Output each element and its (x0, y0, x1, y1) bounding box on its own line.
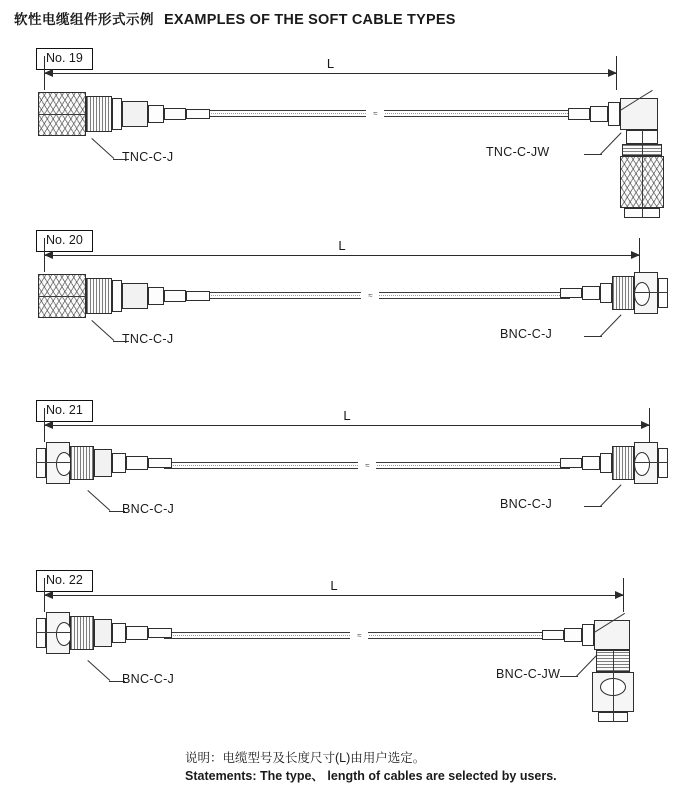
boot (164, 290, 186, 302)
dimension-label: L (324, 578, 343, 593)
elbow-body (620, 98, 658, 130)
strain-relief (600, 283, 612, 303)
example-number-badge: No. 22 (36, 570, 93, 592)
connector-label-right: BNC-C-JW (496, 667, 561, 681)
dimension-label: L (321, 56, 340, 71)
center-axis (642, 130, 643, 218)
dimension-rule (44, 255, 640, 256)
body-ribbed (612, 446, 634, 480)
strain-relief (582, 624, 594, 646)
bayonet-slot-icon (634, 282, 650, 306)
leader-diagonal (91, 320, 114, 341)
strain-relief (148, 105, 164, 123)
body-ribbed (612, 276, 634, 310)
cable (170, 292, 570, 299)
example-number-badge: No. 19 (36, 48, 93, 70)
center-axis (38, 114, 86, 115)
center-axis (36, 462, 70, 463)
connector-label-left: BNC-C-J (122, 502, 175, 516)
cable-entry (560, 288, 582, 298)
cable-entry (148, 458, 172, 468)
leader-flat (560, 676, 578, 677)
interface-ring (36, 618, 46, 648)
body-ribbed (86, 96, 112, 132)
leader-diagonal (87, 660, 110, 681)
footer-note (0, 748, 700, 788)
cable (164, 632, 554, 639)
leader-diagonal (87, 490, 110, 511)
boot (582, 286, 600, 300)
center-axis (613, 650, 614, 722)
cable-entry (148, 628, 172, 638)
cable-break-symbol: ≈ (358, 457, 376, 474)
cable-entry (186, 291, 210, 301)
example-number-badge: No. 20 (36, 230, 93, 252)
dimension-rule (44, 425, 650, 426)
leader-right (548, 484, 618, 518)
boot (564, 628, 582, 642)
interface-ring (36, 448, 46, 478)
strain-relief (112, 453, 126, 473)
body-ribbed (86, 278, 112, 314)
cable-break-symbol: ≈ (366, 105, 384, 122)
dimension-arrow-left (44, 591, 53, 599)
connector-label-left: TNC-C-J (122, 150, 174, 164)
elbow-body (594, 620, 630, 650)
strain-relief (608, 102, 620, 126)
leader-diagonal (91, 138, 114, 159)
strain-relief (148, 287, 164, 305)
dimension-arrow-right (641, 421, 650, 429)
leader-flat (584, 154, 602, 155)
body-rear (122, 101, 148, 127)
body-flange (112, 98, 122, 130)
connector-left-bnc (36, 606, 176, 666)
connector-label-left: BNC-C-J (122, 672, 175, 686)
dimension-rule (44, 73, 617, 74)
dimension-arrow-left (44, 251, 53, 259)
boot (590, 106, 608, 122)
dimension-arrow-left (44, 69, 53, 77)
connector-label-right: BNC-C-J (500, 497, 553, 511)
body-rear (94, 619, 112, 647)
footer-note-cn: 说明：电缆型号及长度尺寸(L)由用户选定。 (185, 751, 426, 765)
boot (126, 456, 148, 470)
dimension-arrow-right (631, 251, 640, 259)
boot (164, 108, 186, 120)
connector-label-left: TNC-C-J (122, 332, 174, 346)
strain-relief (600, 453, 612, 473)
connector-label-right: BNC-C-J (500, 327, 553, 341)
cable (170, 110, 580, 117)
page-title-en: EXAMPLES OF THE SOFT CABLE TYPES (164, 12, 456, 28)
dimension-rule (44, 595, 624, 596)
leader-right (548, 314, 618, 348)
center-axis (634, 292, 668, 293)
cable-break-symbol: ≈ (361, 287, 379, 304)
center-axis (634, 462, 668, 463)
cable-entry (186, 109, 210, 119)
cable-entry (568, 108, 590, 120)
cable-entry (560, 458, 582, 468)
example-block-22 (0, 562, 700, 747)
leader-flat (584, 506, 602, 507)
body-rear (122, 283, 148, 309)
body-ribbed (70, 446, 94, 480)
connector-left-tnc (38, 88, 178, 140)
connector-label-right: TNC-C-JW (486, 145, 550, 159)
leader-right (548, 132, 618, 166)
example-number-badge: No. 21 (36, 400, 93, 422)
center-axis (38, 296, 86, 297)
interface-ring (658, 278, 668, 308)
boot (126, 626, 148, 640)
cable (164, 462, 570, 469)
dimension-label: L (332, 238, 351, 253)
dimension-arrow-left (44, 421, 53, 429)
leader-flat (584, 336, 602, 337)
boot (582, 456, 600, 470)
bayonet-slot-icon (634, 452, 650, 476)
cable-break-symbol: ≈ (350, 627, 368, 644)
body-rear (94, 449, 112, 477)
connector-left-tnc (38, 270, 178, 322)
body-ribbed (70, 616, 94, 650)
dimension-arrow-right (608, 69, 617, 77)
connector-left-bnc (36, 436, 176, 496)
page-title-cn: 软性电缆组件形式示例 (14, 12, 154, 27)
body-flange (112, 280, 122, 312)
interface-ring (658, 448, 668, 478)
dimension-arrow-right (615, 591, 624, 599)
example-block-19 (0, 40, 700, 225)
dimension-label: L (337, 408, 356, 423)
page-title (14, 8, 456, 28)
example-block-20 (0, 222, 700, 387)
cable-entry (542, 630, 564, 640)
strain-relief (112, 623, 126, 643)
center-axis (36, 632, 70, 633)
footer-note-en: Statements: The type、 length of cables are selected by users. (185, 769, 557, 783)
example-block-21 (0, 392, 700, 557)
